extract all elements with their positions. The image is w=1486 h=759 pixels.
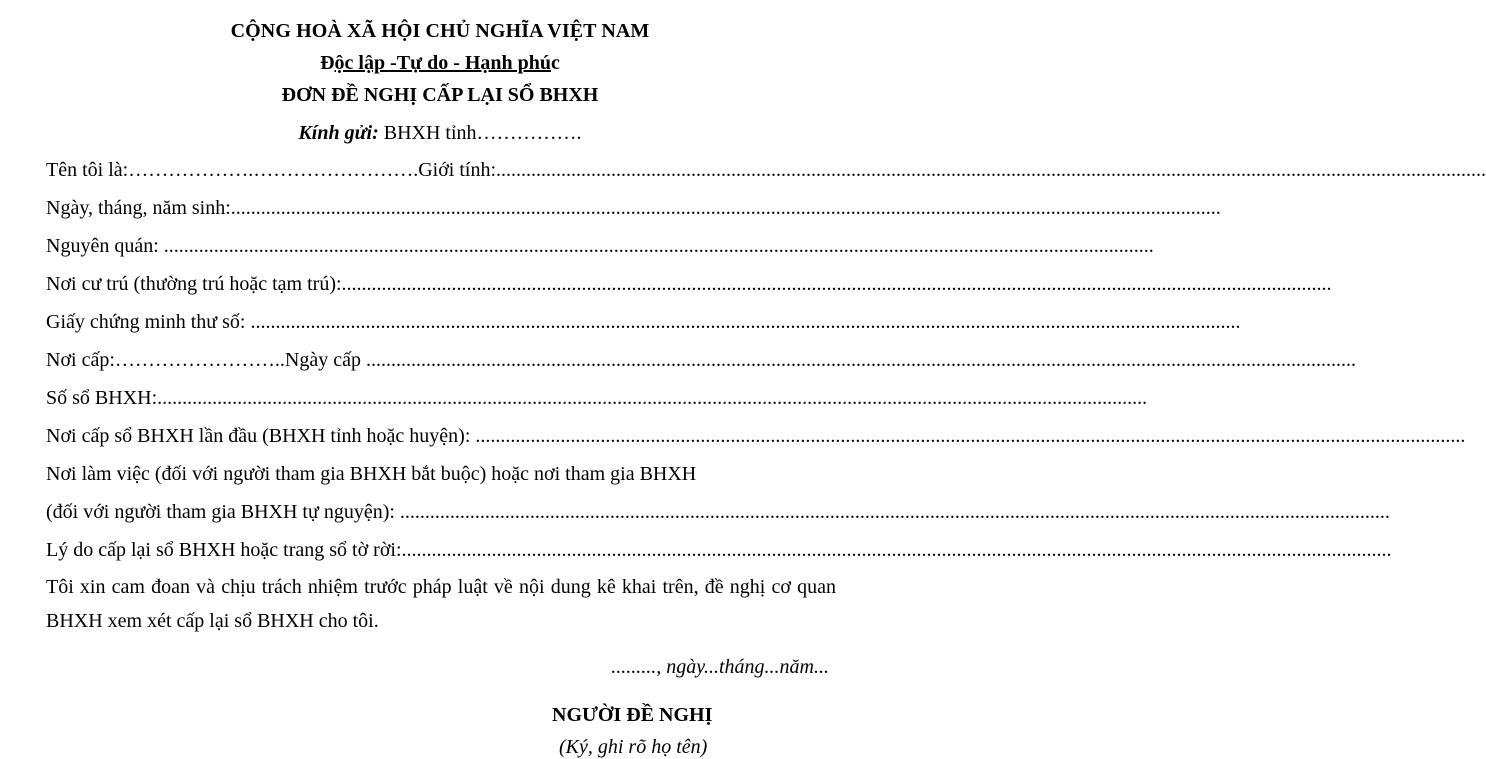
- date-line: ........., ngày...tháng...năm...: [611, 656, 829, 678]
- issued-date-label: Ngày cấp: [284, 349, 366, 371]
- residence-label: Nơi cư trú (thường trú hoặc tạm trú):: [46, 273, 342, 295]
- id-card-line: [46, 311, 1241, 334]
- signature-note: (Ký, ghi rõ họ tên): [559, 736, 708, 758]
- form-title: ĐƠN ĐỀ NGHỊ CẤP LẠI SỔ BHXH: [281, 84, 599, 106]
- reason-dots: ......................................................................................................................................................................................................: [401, 539, 1392, 561]
- issued-date-dots: ......................................................................................................................................................................................................: [365, 349, 1356, 371]
- name-fill: ……………….…………………….: [128, 159, 419, 181]
- residence-dots: ......................................................................................................................................................................................................: [341, 273, 1332, 295]
- name-gender-line: [46, 159, 1486, 182]
- first-issue-label: Nơi cấp sổ BHXH lần đầu (BHXH tỉnh hoặc huyện):: [46, 425, 476, 447]
- recipient-value: BHXH tỉnh…………….: [383, 122, 582, 144]
- gender-label: Giới tính:: [418, 159, 497, 181]
- book-no-label: Số sổ BHXH:: [46, 387, 158, 409]
- first-issue-dots: ......................................................................................................................................................................................................: [475, 425, 1466, 447]
- workplace-label-1: Nơi làm việc (đối với người tham gia BHXH bắt buộc) hoặc nơi tham gia BHXH: [46, 463, 697, 485]
- workplace-line-2: [46, 501, 1390, 524]
- motto-suffix: c: [551, 52, 560, 74]
- issued-place-label: Nơi cấp:: [46, 349, 115, 371]
- residence-line: [46, 273, 1332, 296]
- hometown-line: [46, 235, 1154, 258]
- recipient-line: [0, 122, 880, 145]
- motto-underlined: ộc lập -Tự do - Hạnh phú: [334, 52, 552, 74]
- dob-dots: ......................................................................................................................................................................................................: [230, 197, 1221, 219]
- commitment-paragraph: Tôi xin cam đoan và chịu trách nhiệm trước pháp luật về nội dung kê khai trên, đề nghị cơ quan BHXH xem xét cấp lại sổ BHXH cho tôi.: [46, 576, 836, 632]
- dob-line: [46, 197, 1221, 220]
- nation-header: CỘNG HOÀ XÃ HỘI CHỦ NGHĨA VIỆT NAM: [230, 20, 650, 42]
- id-card-label: Giấy chứng minh thư số:: [46, 311, 251, 333]
- recipient-label: Kính gửi:: [298, 122, 379, 144]
- id-card-dots: ......................................................................................................................................................................................................: [250, 311, 1241, 333]
- dob-label: Ngày, tháng, năm sinh:: [46, 197, 231, 219]
- name-label: Tên tôi là:: [46, 159, 129, 181]
- reason-line: [46, 539, 1392, 562]
- issued-place-fill: ……………………..: [114, 349, 285, 371]
- signer-title: NGƯỜI ĐỀ NGHỊ: [552, 704, 713, 726]
- hometown-label: Nguyên quán:: [46, 235, 164, 257]
- motto: [0, 52, 880, 75]
- issued-line: [46, 349, 1356, 372]
- workplace-dots: ......................................................................................................................................................................................................: [399, 501, 1390, 523]
- motto-prefix: Đ: [320, 52, 335, 74]
- workplace-label-2: (đối với người tham gia BHXH tự nguyện):: [46, 501, 400, 523]
- workplace-line-1: [46, 463, 696, 486]
- hometown-dots: ......................................................................................................................................................................................................: [163, 235, 1154, 257]
- book-no-dots: ......................................................................................................................................................................................................: [157, 387, 1148, 409]
- first-issue-line: [46, 425, 1466, 448]
- gender-dots: ......................................................................................................................................................................................................: [496, 159, 1486, 181]
- book-no-line: [46, 387, 1148, 410]
- reason-label: Lý do cấp lại sổ BHXH hoặc trang sổ tờ rời:: [46, 539, 402, 561]
